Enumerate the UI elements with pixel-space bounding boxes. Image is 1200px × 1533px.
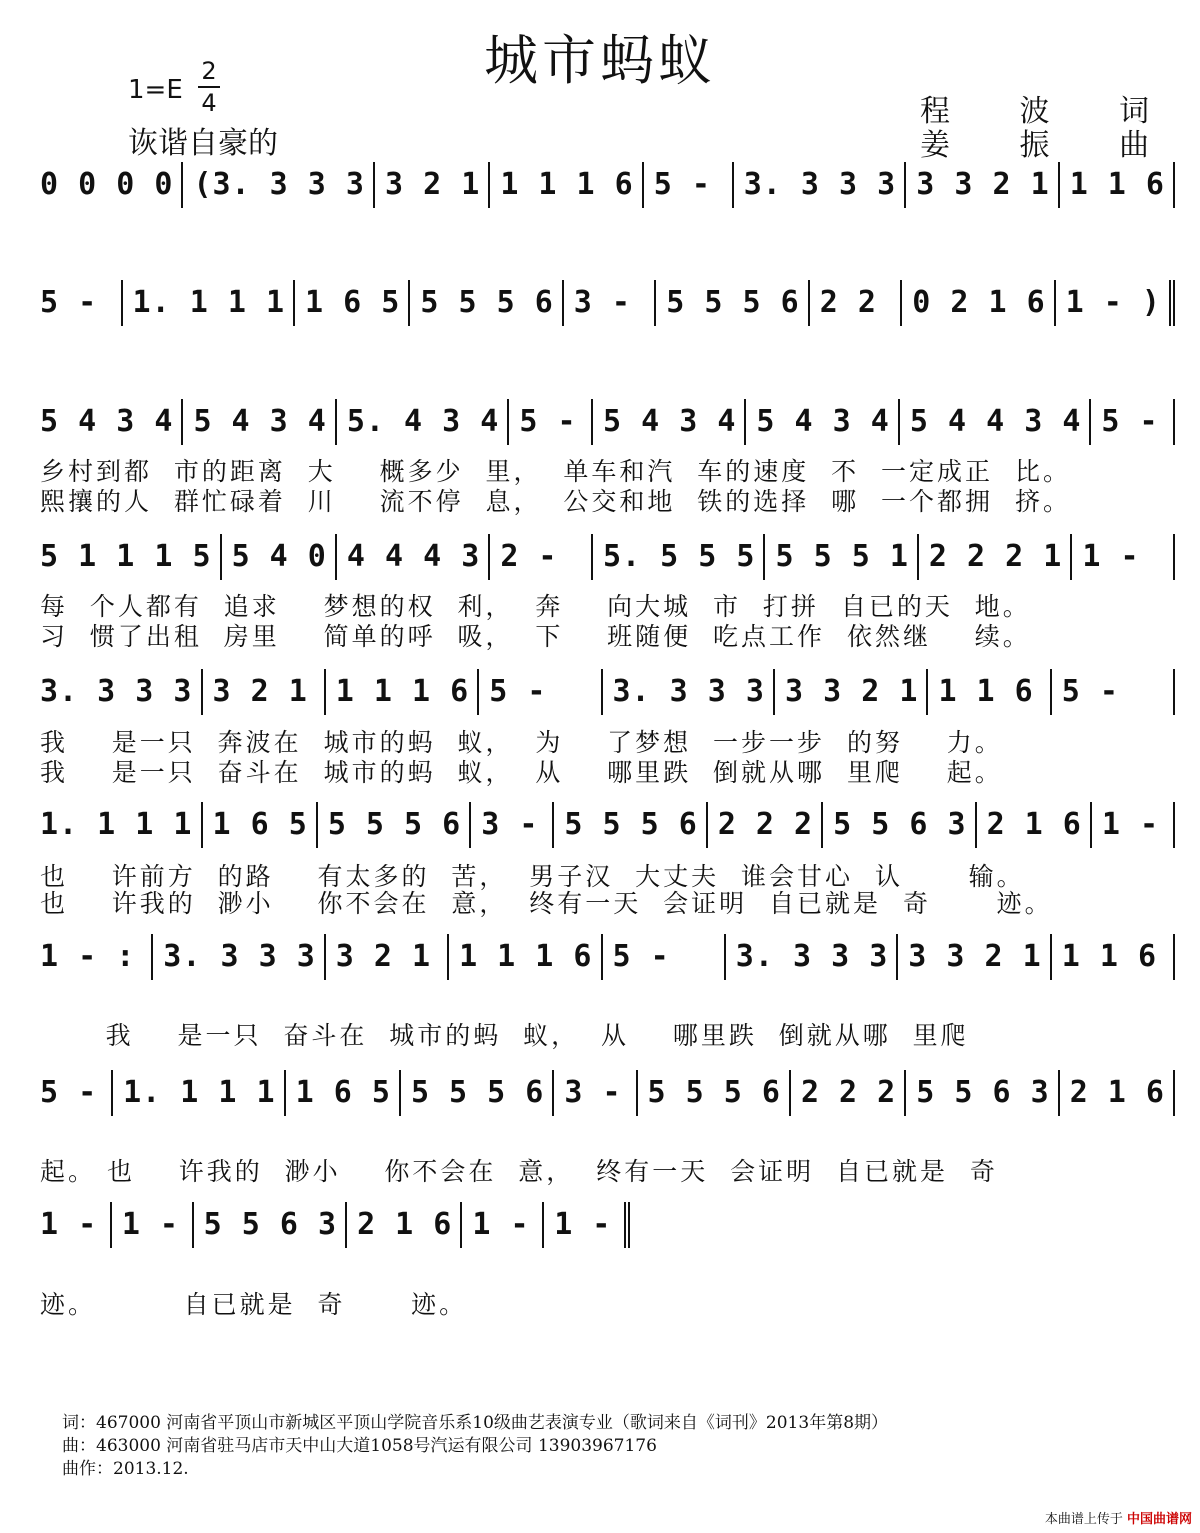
measure: 2 1 6 — [977, 802, 1092, 848]
score-row — [40, 1066, 1175, 1116]
measure: 5 - — [40, 1070, 113, 1116]
measure: 1 - — [112, 1202, 194, 1248]
measure: 5 5 5 6 — [638, 1070, 791, 1116]
score-row — [40, 1198, 630, 1248]
measure: 5 5 5 6 — [410, 280, 563, 326]
key-signature: 1=E — [128, 75, 183, 105]
lyricist-credit: 程 波 词 — [920, 94, 1180, 129]
measure: 3 - — [471, 802, 554, 848]
measure: 1 - — [462, 1202, 544, 1248]
measure: 3. 3 3 3 — [40, 669, 203, 715]
measure: 1 - — [544, 1202, 630, 1248]
measure: 1 1 1 6 — [490, 162, 643, 208]
lyric-line: 我 是一只 奔波在 城市的蚂 蚁， 为 了梦想 一步一步 的努 力。 — [40, 728, 1003, 757]
score-row — [40, 395, 1175, 445]
score-row — [40, 158, 1175, 208]
measure: 3 3 2 1 — [898, 934, 1051, 980]
measure: 5 - — [1052, 669, 1175, 715]
measure: 1 - : — [40, 934, 153, 980]
footer-line: 曲：463000 河南省驻马店市天中山大道1058号汽运有限公司 13903967176 — [62, 1436, 657, 1456]
measure: 1. 1 1 1 — [113, 1070, 286, 1116]
score-row — [40, 798, 1175, 848]
measure: 3. 3 3 3 — [603, 669, 776, 715]
measure: 3 3 2 1 — [906, 162, 1059, 208]
measure: 3 2 1 — [375, 162, 490, 208]
footer-line: 曲作：2013.12. — [62, 1459, 189, 1479]
measure: 2 2 — [810, 280, 903, 326]
lyric-line: 起。 也 许我的 渺小 你不会在 意， 终有一天 会证明 自已就是 奇 — [40, 1157, 998, 1186]
lyric-line: 也 许前方 的路 有太多的 苦， 男子汉 大丈夫 谁会甘心 认 输。 — [40, 862, 1025, 891]
measure: 5 4 3 4 — [746, 399, 899, 445]
uploader-note — [1045, 1508, 1192, 1527]
measure: 5 - — [479, 669, 602, 715]
measure: 5 5 5 6 — [401, 1070, 554, 1116]
measure: 4 4 4 3 — [337, 534, 490, 580]
measure: 5 5 5 6 — [318, 802, 471, 848]
measure: 5 5 5 6 — [554, 802, 707, 848]
measure: 1 1 6 — [1052, 934, 1175, 980]
measure: 1 6 5 — [286, 1070, 401, 1116]
composer-credit: 姜 振 曲 — [920, 128, 1180, 163]
lyric-line: 每 个人都有 追求 梦想的权 利， 奔 向大城 市 打拼 自已的天 地。 — [40, 592, 1031, 621]
measure: 1 - — [40, 1202, 112, 1248]
measure: 5 1 1 1 5 — [40, 534, 222, 580]
measure: 3 - — [554, 1070, 637, 1116]
measure: 1 1 6 — [928, 669, 1051, 715]
measure: 2 1 6 — [347, 1202, 462, 1248]
lyric-line: 迹。 自已就是 奇 迹。 — [40, 1290, 468, 1319]
measure: 5 4 3 4 — [40, 399, 183, 445]
measure: 1 6 5 — [295, 280, 410, 326]
measure: 5 4 3 4 — [183, 399, 336, 445]
measure: 3 3 2 1 — [775, 669, 928, 715]
measure: 1 1 1 6 — [449, 934, 602, 980]
measure: 5 - — [603, 934, 726, 980]
time-signature — [198, 58, 220, 116]
measure: 2 - — [490, 534, 593, 580]
measure: 5 5 6 3 — [194, 1202, 347, 1248]
measure: 5 5 6 3 — [823, 802, 976, 848]
measure: 1 1 6 — [1060, 162, 1175, 208]
measure: 5 4 0 — [222, 534, 337, 580]
measure: 2 2 2 — [791, 1070, 906, 1116]
measure: 5 - — [40, 280, 123, 326]
uploader-prefix: 本曲谱上传于 — [1044, 1512, 1123, 1527]
score-row — [40, 530, 1175, 580]
measure: 5 - — [644, 162, 734, 208]
measure: 1 - ) — [1056, 280, 1175, 326]
measure: 5. 5 5 5 — [593, 534, 766, 580]
measure: 3. 3 3 3 — [726, 934, 899, 980]
measure: 1 1 1 6 — [326, 669, 479, 715]
measure: (3. 3 3 3 — [183, 162, 375, 208]
measure: 5 - — [509, 399, 593, 445]
time-top: 2 — [201, 57, 217, 85]
score-row — [40, 665, 1175, 715]
score-row — [40, 276, 1175, 326]
measure: 2 1 6 — [1060, 1070, 1175, 1116]
lyric-line: 习 惯了出租 房里 简单的呼 吸， 下 班随便 吃点工作 依然继 续。 — [40, 622, 1031, 651]
song-title: 城市蚂蚁 — [484, 29, 716, 92]
measure: 3 - — [564, 280, 657, 326]
measure: 5 5 5 1 — [765, 534, 918, 580]
measure: 1 6 5 — [203, 802, 318, 848]
footer-line: 词：467000 河南省平顶山市新城区平顶山学院音乐系10级曲艺表演专业（歌词来自《词刊》2013年第8期） — [62, 1413, 889, 1433]
tempo-marking: 诙谐自豪的 — [128, 126, 278, 161]
measure: 0 0 0 0 — [40, 162, 183, 208]
score-row — [40, 930, 1175, 980]
lyric-line: 熙攘的人 群忙碌着 川 流不停 息， 公交和地 铁的选择 哪 一个都拥 挤。 — [40, 487, 1071, 516]
lyric-line: 我 是一只 奋斗在 城市的蚂 蚁， 从 哪里跌 倒就从哪 里爬 — [40, 1021, 969, 1050]
measure: 2 2 2 — [708, 802, 823, 848]
measure: 3. 3 3 3 — [734, 162, 907, 208]
measure: 1. 1 1 1 — [40, 802, 203, 848]
measure: 1. 1 1 1 — [123, 280, 296, 326]
measure: 1 - — [1092, 802, 1175, 848]
measure: 2 2 2 1 — [919, 534, 1072, 580]
site-logo: 中国曲谱网 — [1126, 1512, 1192, 1527]
measure: 5 - — [1091, 399, 1175, 445]
measure: 5 4 3 4 — [593, 399, 746, 445]
measure: 0 2 1 6 — [902, 280, 1055, 326]
measure: 5. 4 3 4 — [337, 399, 510, 445]
measure: 3 2 1 — [326, 934, 449, 980]
time-bottom: 4 — [201, 89, 217, 117]
measure: 5 4 4 3 4 — [900, 399, 1092, 445]
lyric-line: 我 是一只 奋斗在 城市的蚂 蚁， 从 哪里跌 倒就从哪 里爬 起。 — [40, 758, 1003, 787]
measure: 5 5 5 6 — [656, 280, 809, 326]
measure: 5 5 6 3 — [906, 1070, 1059, 1116]
measure: 3. 3 3 3 — [153, 934, 326, 980]
measure: 3 2 1 — [203, 669, 326, 715]
measure: 1 - — [1072, 534, 1175, 580]
lyric-line: 也 许我的 渺小 你不会在 意， 终有一天 会证明 自已就是 奇 迹。 — [40, 889, 1053, 918]
lyric-line: 乡村到都 市的距离 大 概多少 里， 单车和汽 车的速度 不 一定成正 比。 — [40, 457, 1071, 486]
